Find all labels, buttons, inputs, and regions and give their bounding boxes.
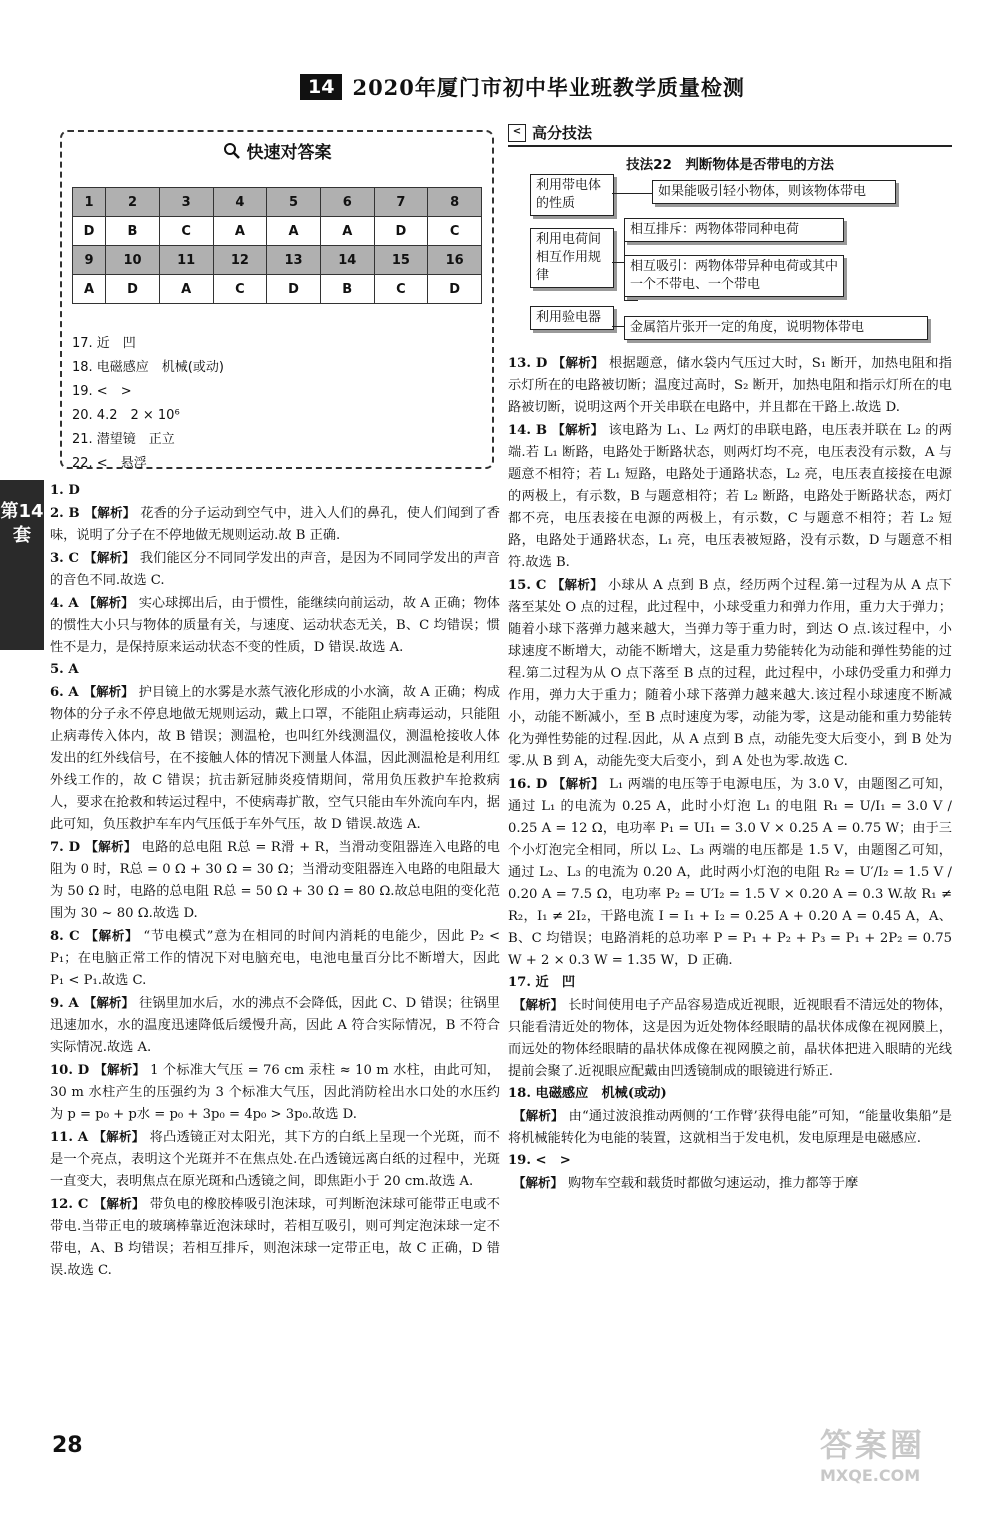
answer-item: 14. B 【解析】 该电路为 L₁、L₂ 两灯的串联电路，电压表并联在 L₂ 的两端.若 L₁ 断路，电路处于断路状态，则两灯均不亮，电压表没有示数，A 与题意不相符；若 L₁ 短路，电路处于通路状态，L₂ 亮，电压表直接接在电源的两极上，有示数，B 与题意相符；若 L₂ 断路，电路处于断路状态，两灯都不亮，电压表接在电源的两极上，有示数，C 与题意不相符；若 L₂ 短路，电路处于通路状态，L₁ 亮，电压表被短路，没有示数，D 与题意不相符.故选 B. xyxy=(508,422,952,570)
table-cell: C xyxy=(374,275,428,304)
watermark xyxy=(820,1420,980,1490)
table-cell: 2 xyxy=(106,188,160,217)
table-cell: B xyxy=(320,275,374,304)
table-row xyxy=(73,188,482,217)
table-cell: D xyxy=(106,275,160,304)
table-row xyxy=(73,246,482,275)
answer-item: 18. 电磁感应 机械(或动) xyxy=(508,1086,667,1101)
table-cell: 10 xyxy=(106,246,160,275)
table-row xyxy=(73,275,482,304)
technique-title: 技法22 判断物体是否带电的方法 xyxy=(626,157,834,173)
connector-line xyxy=(612,193,652,194)
fill-answer: 18. 电磁感应 机械(或动) xyxy=(72,360,224,375)
fill-in-answers xyxy=(72,332,224,476)
method-box: 利用验电器 xyxy=(530,306,614,330)
answer-item: 13. D 【解析】 根据题意，储水袋内气压过大时，S₁ 断开，加热电阻和指示灯所在的电路被切断；温度过高时，S₂ 断开，加热电阻和指示灯所在的电路被切断，说明这两个开关串联在电路中，并且都在干路上.故选 D. xyxy=(508,355,952,415)
answer-item: 5. A xyxy=(50,662,79,677)
table-cell: A xyxy=(267,217,321,246)
page-title: 2020年厦门市初中毕业班教学质量检测 xyxy=(352,75,745,100)
table-cell: 3 xyxy=(159,188,213,217)
table-cell: 13 xyxy=(267,246,321,275)
connector-line xyxy=(612,262,624,263)
table-cell: B xyxy=(106,217,160,246)
table-cell: D xyxy=(73,217,106,246)
answer-item: 【解析】 长时间使用电子产品容易造成近视眼，近视眼看不清远处的物体，只能看清近处的物体，这是因为近处物体经眼睛的晶状体成像在视网膜上，而远处的物体经眼睛的晶状体成像在视网膜之前，晶状体把进入眼睛的光线提前会聚了.近视眼应配戴由凹透镜制成的眼镜进行矫正. xyxy=(508,997,952,1079)
right-column xyxy=(508,352,952,1195)
watermark-url: MXQE.COM xyxy=(820,1466,921,1485)
answer-item: 11. A 【解析】 将凸透镜正对太阳光，其下方的白纸上呈现一个光斑，而不是一个亮点，表明这个光斑并不在焦点处.在凸透镜远离白纸的过程中，光斑一直变大，表明焦点在原光斑和凸透镜之间，即焦距小于 20 cm.故选 A. xyxy=(50,1129,500,1189)
table-cell: 7 xyxy=(374,188,428,217)
left-column xyxy=(50,480,500,1282)
set-side-tab: 第14套 xyxy=(0,480,44,650)
technique-bar xyxy=(508,122,952,147)
answer-item: 16. D 【解析】 L₁ 两端的电压等于电源电压，为 3.0 V，由题图乙可知，通过 L₁ 的电流为 0.25 A，此时小灯泡 L₁ 的电阻 R₁ = U/I₁ = 3.0 V / 0.25 A = 12 Ω，电功率 P₁ = UI₁ = 3.0 V × 0.25 A = 0.75 W；由于三个小灯泡完全相同，所以 L₂、L₃ 两端的电压都是 1.5 V，由题图乙可知，通过 L₂、L₃ 的电流为 0.20 A，此时两小灯泡的电阻 R₂ = U′/I₂ = 1.5 V / 0.20 A = 7.5 Ω，电功率 P₂ = U′I₂ = 1.5 V × 0.20 A = 0.3 W.故 R₁ ≠ R₂，I₁ ≠ 2I₂，干路电流 I = I₁ + I₂ = 0.25 A + 0.20 A = 0.45 A，A、B、C 均错误；电路消耗的总功率 P = P₁ + P₂ + P₃ = P₁ + 2P₂ = 0.75 W + 2 × 0.3 W = 1.35 W，D 正确. xyxy=(508,776,952,968)
answer-item: 【解析】 由“通过波浪推动两侧的‘工作臂’获得电能”可知，“能量收集船”是将机械能转化为电能的装置，这就相当于发电机，发电原理是电磁感应. xyxy=(508,1108,952,1146)
table-cell: D xyxy=(428,275,482,304)
table-cell: 15 xyxy=(374,246,428,275)
table-cell: 1 xyxy=(73,188,106,217)
answer-item: 7. D 【解析】 电路的总电阻 R总 = R滑 + R，当滑动变阻器连入电路的电阻为 0 时，R总 = 0 Ω + 30 Ω = 30 Ω；当滑动变阻器连入电路的电阻最大为 50 Ω 时，电路的总电阻 R总 = 50 Ω + 30 Ω = 80 Ω.故总电阻的变化范围为 30 ~ 80 Ω.故选 D. xyxy=(50,839,500,921)
method-result: 如果能吸引轻小物体，则该物体带电 xyxy=(652,180,896,204)
answer-item: 10. D 【解析】 1 个标准大气压 = 76 cm 汞柱 ≈ 10 m 水柱，由此可知，30 m 水柱产生的压强约为 3 个标准大气压，因此消防栓出水口处的水压约为 p = p₀ + p水 = p₀ + 3p₀ = 4p₀ > 3p₀.故选 D. xyxy=(50,1062,500,1122)
fill-answer: 17. 近 凹 xyxy=(72,336,136,351)
answer-item: 15. C 【解析】 小球从 A 点到 B 点，经历两个过程.第一过程为从 A 点下落至某处 O 点的过程，此过程中，小球受重力和弹力作用，重力大于弹力；随着小球下落弹力越来越大，当弹力等于重力时，到达 O 点.该过程中，小球速度不断增大，动能不断增大，这是重力势能转化为动能和弹性势能的过程.第二过程为从 O 点下落至 B 点的过程，此过程中，小球仍受重力和弹力作用，弹力大于重力；随着小球下落弹力越来越大.该过程小球速度不断减小，动能不断减小，至 B 点时速度为零，动能为零，这是动能和重力势能转化为弹性势能的过程.因此，从 A 点到 B 点，动能先变大后变小，到 B 处为零.从 B 到 A，动能先变大后变小，到 A 处也为零.故选 C. xyxy=(508,577,952,769)
page-number: 28 xyxy=(52,1433,83,1458)
technique-bar-label: 高分技法 xyxy=(532,124,593,142)
table-cell: A xyxy=(159,275,213,304)
method-result: 相互排斥：两物体带同种电荷 xyxy=(624,218,844,242)
fill-answer: 20. 4.2 2 × 10⁶ xyxy=(72,408,180,423)
table-cell: C xyxy=(159,217,213,246)
table-row xyxy=(73,217,482,246)
quick-answer-box xyxy=(60,130,494,469)
table-cell: 16 xyxy=(428,246,482,275)
answer-item: 9. A 【解析】 往锅里加水后，水的沸点不会降低，因此 C、D 错误；往锅里迅速加水，水的温度迅速降低后缓慢升高，因此 A 符合实际情况，B 不符合实际情况.故选 A. xyxy=(50,995,500,1055)
method-result: 金属箔片张开一定的角度，说明物体带电 xyxy=(624,316,928,340)
table-cell: D xyxy=(374,217,428,246)
table-cell: 6 xyxy=(320,188,374,217)
connector-line xyxy=(624,300,638,301)
technique-section xyxy=(508,122,952,173)
answer-item: 8. C 【解析】 “节电模式”意为在相同的时间内消耗的电能少，因此 P₂ < P₁；在电脑正常工作的情况下对电脑充电，电池电量百分比不断增大，因此 P₁ < P₁.故选 C. xyxy=(50,928,500,988)
table-cell: D xyxy=(267,275,321,304)
table-cell: A xyxy=(73,275,106,304)
answer-item: 6. A 【解析】 护目镜上的水雾是水蒸气液化形成的小水滴，故 A 正确；构成物体的分子永不停息地做无规则运动，戴上口罩，不能阻止病毒运动，只能阻止病毒传入体内，故 B 错误；测温枪，也叫红外线测温仪，测温枪接收人体发出的红外线信号，在不接触人体的情况下测量人体温，因此测温枪是利用红外线工作的，故 C 错误；抗击新冠肺炎疫情期间，常用负压救护车抢救病人，要求在抢救和转运过程中，不使病毒扩散，空气只能由车外流向车内，据此可知，负压救护车车内气压低于车外气压，故 D 错误.故选 A. xyxy=(50,684,500,832)
fill-answer: 21. 潜望镜 正立 xyxy=(72,432,175,447)
answer-item: 【解析】 购物车空载和载货时都做匀速运动，推力都等于摩 xyxy=(513,1175,859,1191)
quick-answer-title: 快速对答案 xyxy=(246,143,332,163)
answer-item: 12. C 【解析】 带负电的橡胶棒吸引泡沫球，可判断泡沫球可能带正电或不带电.当带正电的玻璃棒靠近泡沫球时，若相互吸引，则可判定泡沫球一定不带电，A、B 均错误；若相互排斥，则泡沫球一定带正电，故 C 正确，D 错误.故选 C. xyxy=(50,1196,500,1278)
answer-item: 1. D xyxy=(50,483,80,498)
fill-answer: 22. < 悬浮 xyxy=(72,456,147,471)
method-box: 利用电荷间相互作用规律 xyxy=(530,228,614,288)
table-cell: 14 xyxy=(320,246,374,275)
page-header xyxy=(300,72,745,102)
table-cell: 12 xyxy=(213,246,267,275)
fill-answer: 19. < > xyxy=(72,384,132,399)
set-number: 14 xyxy=(300,74,342,100)
watermark-logo: 答案圈 xyxy=(820,1426,926,1464)
table-cell: A xyxy=(320,217,374,246)
answer-item: 3. C 【解析】 我们能区分不同同学发出的声音，是因为不同同学发出的声音的音色不同.故选 C. xyxy=(50,550,500,588)
table-cell: C xyxy=(213,275,267,304)
quick-answer-header xyxy=(62,138,492,163)
table-cell: 9 xyxy=(73,246,106,275)
answer-item: 17. 近 凹 xyxy=(508,975,576,990)
answer-item: 4. A 【解析】 实心球掷出后，由于惯性，能继续向前运动，故 A 正确；物体的惯性大小只与物体的质量有关，与速度、运动状态无关，B、C 均错误；惯性不是力，是保持原来运动状态不变的性质，D 错误.故选 A. xyxy=(50,595,500,655)
table-cell: C xyxy=(428,217,482,246)
answer-table xyxy=(72,187,482,304)
table-cell: 4 xyxy=(213,188,267,217)
table-cell: 5 xyxy=(267,188,321,217)
table-cell: 8 xyxy=(428,188,482,217)
bookmark-icon: < xyxy=(508,124,526,142)
method-result: 相互吸引：两物体带异种电荷或其中一个不带电、一个带电 xyxy=(624,255,844,297)
table-cell: A xyxy=(213,217,267,246)
table-cell: 11 xyxy=(159,246,213,275)
method-box: 利用带电体的性质 xyxy=(530,174,614,216)
connector-line xyxy=(612,326,624,327)
answer-item: 2. B 【解析】 花香的分子运动到空气中，进入人们的鼻孔，使人们闻到了香味，说明了分子在不停地做无规则运动.故 B 正确. xyxy=(50,505,500,543)
magnifier-icon xyxy=(223,142,241,160)
answer-item: 19. < > xyxy=(508,1153,571,1168)
